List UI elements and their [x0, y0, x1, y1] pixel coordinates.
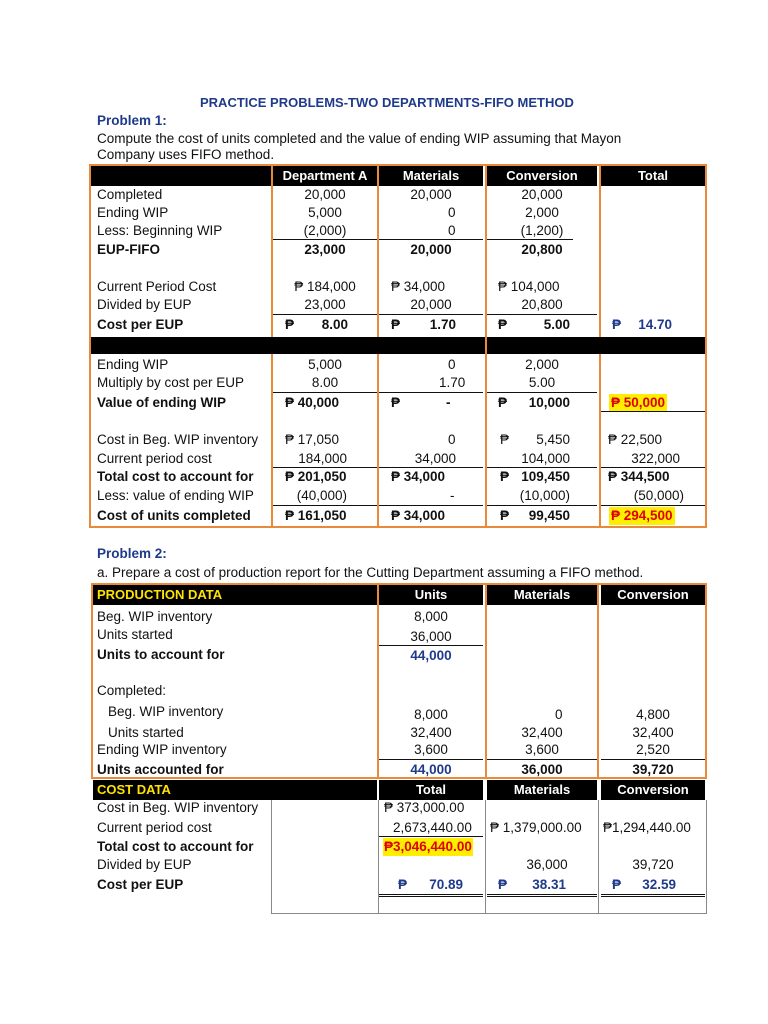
cell-cpc2-conversion: 104,000: [521, 451, 570, 466]
cell-cpe-materials-peso: ₱: [391, 317, 401, 332]
header-materials: Materials: [379, 166, 483, 186]
cell-lessbeg-conversion: (1,200): [520, 223, 564, 238]
cell-lvew-materials: -: [450, 488, 455, 503]
problem-2-description: a. Prepare a cost of production report for the Cutting Department assuming a FIFO method.: [97, 565, 644, 580]
cell-cbw-total: ₱ 22,500: [608, 432, 663, 447]
cell-cpc-total-2: 2,673,440.00: [393, 820, 472, 835]
cell-cbw-dept-a: ₱ 17,050: [285, 432, 340, 447]
cell-cpe-conversion: 5.00: [543, 317, 570, 332]
cell-div-materials-2: 36,000: [526, 857, 568, 872]
cell-vew-materials-peso: ₱: [391, 395, 401, 410]
row-label-ending-wip: Ending WIP: [97, 205, 169, 220]
cell-cpc-materials-2: ₱ 1,379,000.00: [490, 820, 582, 835]
problem-1-description-line1: Compute the cost of units completed and the value of ending WIP assuming that Mayon: [97, 131, 622, 146]
cell-mult-conversion: 5.00: [528, 375, 556, 390]
cell-cpe-total-2-peso: ₱: [398, 877, 408, 892]
cell-div-conversion-2: 39,720: [632, 857, 674, 872]
cell-vew-conversion-peso: ₱: [498, 395, 508, 410]
cell-cpe-total-peso: ₱: [612, 317, 622, 332]
problem-1-label: Problem 1:: [97, 113, 167, 128]
cell-completed-conversion: 20,000: [521, 187, 563, 202]
row-label-divided-by-eup: Divided by EUP: [97, 297, 192, 312]
cell-uaf-materials: 36,000: [521, 762, 563, 777]
cell-cpc-conversion-2: ₱1,294,440.00: [603, 820, 691, 835]
cell-cpc-materials: ₱ 34,000: [391, 279, 446, 294]
cell-cuc-conversion: 99,450: [528, 508, 570, 523]
cell-cpe-dept-a: 8.00: [321, 317, 348, 332]
cell-cbeg-materials: 0: [555, 707, 563, 722]
cell-cpe-conversion-peso: ₱: [498, 317, 508, 332]
cell-lvew-conversion: (10,000): [519, 488, 570, 503]
problem-1-description-line2: Company uses FIFO method.: [97, 147, 275, 162]
cell-vew-materials: -: [446, 395, 451, 410]
cell-tca-dept-a: ₱ 201,050: [285, 469, 347, 484]
cell-tca-conversion: 109,450: [521, 469, 570, 484]
cell-eup-dept-a: 23,000: [304, 242, 346, 257]
cell-cpc2-materials: 34,000: [414, 451, 456, 466]
cell-ending-dept-a: 5,000: [308, 205, 342, 220]
cell-eup-materials: 20,000: [410, 242, 452, 257]
cell-cpc2-dept-a: 184,000: [298, 451, 347, 466]
cell-cpe-materials-2-peso: ₱: [498, 877, 508, 892]
header-cost-data: COST DATA: [93, 780, 377, 800]
row-label-divided-eup-2: Divided by EUP: [97, 857, 192, 872]
cell-tca-materials: ₱ 34,000: [391, 469, 446, 484]
cell-cpe-materials: 1.70: [429, 317, 456, 332]
problem-2-label: Problem 2:: [97, 546, 167, 561]
header-materials-3: Materials: [487, 780, 597, 800]
page-title: PRACTICE PROBLEMS-TWO DEPARTMENTS-FIFO METHOD: [200, 95, 574, 110]
cell-ending-conversion: 2,000: [525, 205, 559, 220]
cell-cuc-dept-a: ₱ 161,050: [285, 508, 347, 523]
row-label-current-period-cost-3: Current period cost: [97, 820, 212, 835]
cell-cstart-materials: 32,400: [521, 725, 563, 740]
row-label-completed-2: Completed:: [97, 683, 167, 698]
cell-completed-dept-a: 20,000: [304, 187, 346, 202]
cell-cbw-conversion-peso: ₱: [500, 432, 510, 447]
cell-cbw-materials: 0: [448, 432, 456, 447]
cell-cbw-total-2: ₱ 373,000.00: [384, 800, 465, 815]
cell-cstart-units: 32,400: [410, 725, 452, 740]
cell-completed-materials: 20,000: [410, 187, 452, 202]
cell-cbeg-units: 8,000: [414, 707, 448, 722]
cell-div-materials: 20,000: [410, 297, 452, 312]
header-conversion-3: Conversion: [601, 780, 705, 800]
cell-ewip-units: 3,600: [414, 742, 448, 757]
cell-mult-dept-a: 8.00: [311, 375, 339, 390]
cell-cbeg-conversion: 4,800: [636, 707, 670, 722]
cell-cstart-conversion: 32,400: [632, 725, 674, 740]
header-materials-2: Materials: [487, 585, 597, 605]
cell-div-dept-a: 23,000: [304, 297, 346, 312]
cell-cpc-conversion: ₱ 104,000: [498, 279, 560, 294]
cell-cpe-dept-a-peso: ₱: [285, 317, 295, 332]
row-label-ending-wip-2: Ending WIP: [97, 357, 169, 372]
row-label-cost-units-completed: Cost of units completed: [97, 508, 251, 523]
cell-ending-materials: 0: [448, 205, 456, 220]
row-label-current-period-cost: Current Period Cost: [97, 279, 217, 294]
cell-vew-conversion: 10,000: [528, 395, 570, 410]
row-label-total-cost-account-2: Total cost to account for: [97, 839, 254, 854]
row-label-completed-beg-wip: Beg. WIP inventory: [108, 704, 224, 719]
header-total-2: Total: [379, 780, 483, 800]
cell-uaf-conversion: 39,720: [632, 762, 674, 777]
row-label-value-ending-wip: Value of ending WIP: [97, 395, 227, 410]
cell-beg-wip-units: 8,000: [414, 609, 448, 624]
header-production-data: PRODUCTION DATA: [93, 585, 377, 605]
cell-cuc-total: ₱ 294,500: [611, 508, 673, 523]
cell-vew-dept-a: ₱ 40,000: [285, 395, 340, 410]
cell-lvew-total: (50,000): [633, 488, 684, 503]
header-conversion-2: Conversion: [601, 585, 705, 605]
cell-cuc-conversion-peso: ₱: [500, 508, 510, 523]
cell-tca-total: ₱ 344,500: [608, 469, 670, 484]
cell-eup-conversion: 20,800: [521, 242, 563, 257]
cell-started-units: 36,000: [410, 629, 452, 644]
cell-cpe-conversion-2-peso: ₱: [612, 877, 622, 892]
header-total: Total: [601, 166, 705, 186]
cell-ewip-dept-a: 5,000: [308, 357, 342, 372]
cell-cbw-conversion: 5,450: [536, 432, 570, 447]
cell-cpe-total-2: 70.89: [429, 877, 463, 892]
row-label-ending-wip-inventory: Ending WIP inventory: [97, 742, 227, 757]
section-separator-bar: [91, 337, 705, 354]
header-conversion: Conversion: [487, 166, 597, 186]
row-label-less-value-ending-wip: Less: value of ending WIP: [97, 488, 254, 503]
cell-cpc2-total: 322,000: [631, 451, 680, 466]
row-label-cost-per-eup-2: Cost per EUP: [97, 877, 184, 892]
row-label-cost-beg-wip-2: Cost in Beg. WIP inventory: [97, 800, 259, 815]
row-label-units-accounted: Units accounted for: [97, 762, 224, 777]
row-label-multiply: Multiply by cost per EUP: [97, 375, 245, 390]
cell-cpc-dept-a: ₱ 184,000: [294, 279, 356, 294]
cell-lvew-dept-a: (40,000): [296, 488, 347, 503]
cell-uaf-units: 44,000: [410, 762, 452, 777]
row-label-less-beginning-wip: Less: Beginning WIP: [97, 223, 223, 238]
row-label-total-cost-account: Total cost to account for: [97, 469, 254, 484]
row-label-units-to-account: Units to account for: [97, 647, 225, 662]
row-label-completed-units-started: Units started: [108, 725, 184, 740]
row-label-units-started: Units started: [97, 627, 173, 642]
cell-mult-materials: 1.70: [439, 375, 466, 390]
cell-ewip-conversion: 2,000: [525, 357, 559, 372]
row-label-completed: Completed: [97, 187, 163, 202]
cell-ewip-materials: 3,600: [525, 742, 559, 757]
cell-div-conversion: 20,800: [521, 297, 563, 312]
cell-cpe-materials-2: 38.31: [532, 877, 566, 892]
cell-tca-conversion-peso: ₱: [500, 469, 510, 484]
cell-ewip-conversion: 2,520: [636, 742, 670, 757]
cell-uta-units: 44,000: [410, 648, 452, 663]
row-label-eup-fifo: EUP-FIFO: [97, 242, 160, 257]
cell-lessbeg-materials: 0: [448, 223, 456, 238]
cell-vew-total: ₱ 50,000: [611, 395, 666, 410]
row-label-cost-per-eup: Cost per EUP: [97, 317, 184, 332]
header-units: Units: [379, 585, 483, 605]
cell-cpe-total: 14.70: [638, 317, 672, 332]
row-label-cost-beg-wip: Cost in Beg. WIP inventory: [97, 432, 259, 447]
cell-ewip-materials: 0: [448, 357, 456, 372]
cell-lessbeg-dept-a: (2,000): [303, 223, 347, 238]
row-label-current-period-cost-2: Current period cost: [97, 451, 212, 466]
header-department-a: Department A: [273, 166, 377, 186]
cell-cpe-conversion-2: 32.59: [642, 877, 676, 892]
row-label-beg-wip: Beg. WIP inventory: [97, 609, 213, 624]
cell-tca-total-2: ₱3,046,440.00: [384, 839, 472, 854]
cell-cuc-materials: ₱ 34,000: [391, 508, 446, 523]
